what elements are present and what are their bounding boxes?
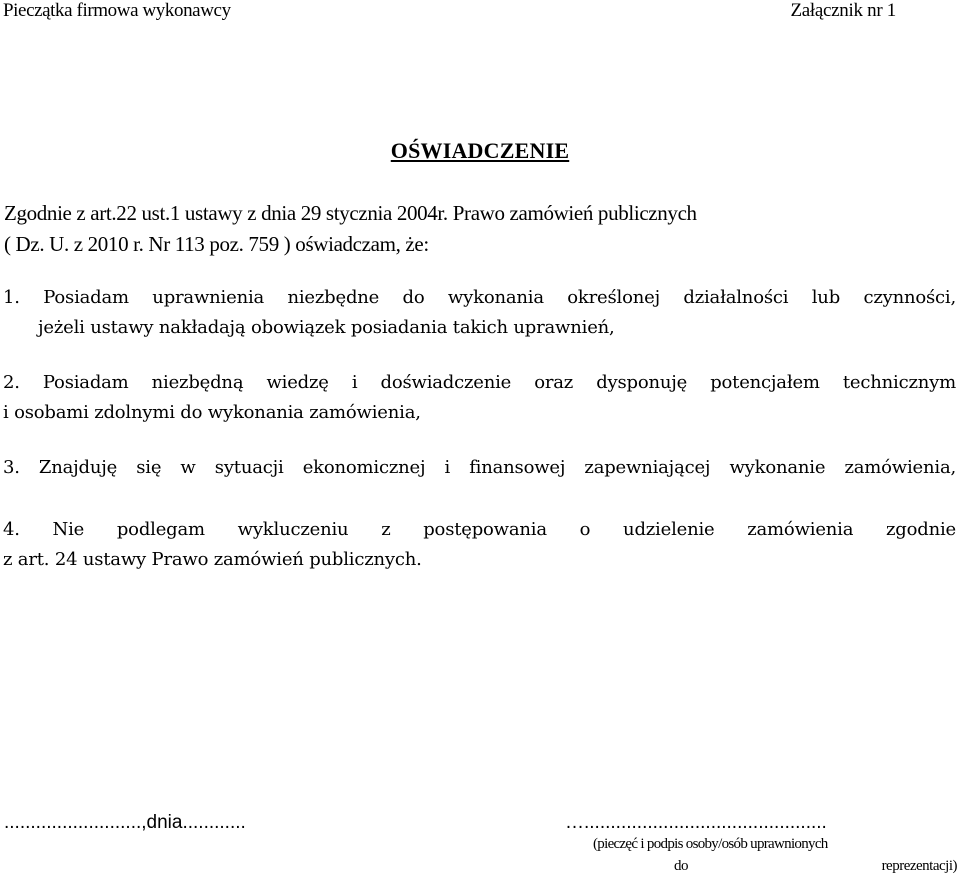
signature-line: ….............................................. <box>565 812 827 833</box>
statement-item-1 <box>3 283 956 343</box>
statement-item-4-line-1: 4. Nie podlegam wykluczeniu z postępowania o udzielenie zamówienia zgodnie <box>3 519 956 540</box>
signature-place-date: ..........................,dnia............ <box>4 812 246 833</box>
statement-item-3 <box>3 453 956 483</box>
statement-item-1-line-1: 1. Posiadam uprawnienia niezbędne do wykonania określonej działalności lub czynności, <box>3 287 956 308</box>
statement-item-1-line-2: jeżeli ustawy nakładają obowiązek posiadania takich uprawnień, <box>38 317 615 338</box>
statement-item-2-line-1: 2. Posiadam niezbędną wiedzę i doświadczenie oraz dysponuję potencjałem technicznym <box>3 372 956 393</box>
document-title: OŚWIADCZENIE <box>390 138 570 163</box>
signature-caption-line-1: (pieczęć i podpis osoby/osób uprawnionych <box>593 836 828 852</box>
intro-line-2: ( Dz. U. z 2010 r. Nr 113 poz. 759 ) oświadczam, że: <box>4 232 429 256</box>
statement-item-4-line-2: z art. 24 ustawy Prawo zamówień publicznych. <box>3 549 422 570</box>
intro-line-1: Zgodnie z art.22 ust.1 ustawy z dnia 29 stycznia 2004r. Prawo zamówień publicznych <box>4 201 697 225</box>
statement-item-2-line-2: i osobami zdolnymi do wykonania zamówienia, <box>3 402 421 423</box>
intro-paragraph <box>4 198 697 260</box>
header-left-stamp-label: Pieczątka firmowa wykonawcy <box>3 0 231 21</box>
header-right-attachment-label: Załącznik nr 1 <box>790 0 896 21</box>
statement-item-3-line-1: 3. Znajduję się w sytuacji ekonomicznej i finansowej zapewniającej wykonanie zamówienia, <box>3 457 956 478</box>
signature-caption-representation: reprezentacji) <box>881 858 957 874</box>
signature-caption-do: do <box>674 858 688 874</box>
statement-item-4 <box>3 515 956 575</box>
statement-item-2 <box>3 368 956 428</box>
